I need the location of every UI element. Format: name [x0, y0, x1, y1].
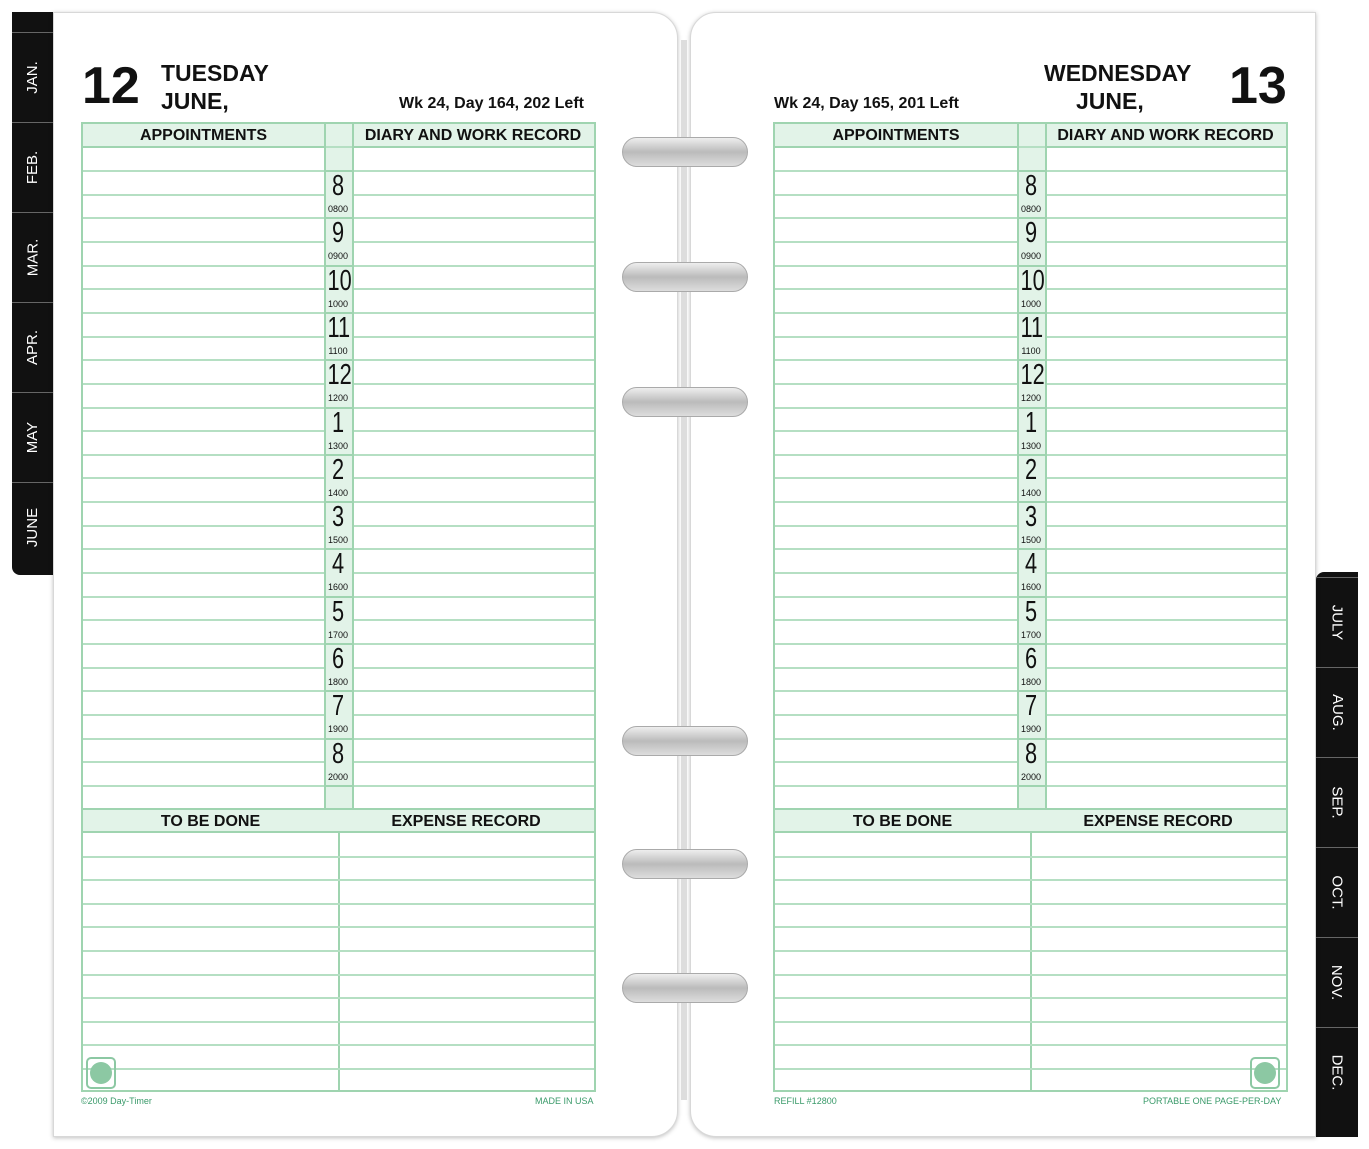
tab-apr[interactable]: [12, 302, 53, 392]
diary-line: [1047, 312, 1286, 314]
hour-label: 8: [1024, 737, 1038, 770]
day-number: 13: [1229, 57, 1287, 115]
appointment-line: [775, 288, 1017, 290]
week-info: Wk 24, Day 165, 201 Left: [774, 95, 959, 112]
todo-line: [775, 1068, 1286, 1070]
diary-line: [1047, 501, 1286, 503]
diary-line: [354, 336, 594, 338]
month-tabs-left: [12, 12, 53, 575]
appointments-header: APPOINTMENTS: [775, 124, 1017, 148]
tab-label: FEB.: [24, 150, 41, 185]
appointment-line: [83, 170, 324, 172]
todo-line: [775, 1021, 1286, 1023]
military-time: 1400: [327, 487, 349, 498]
appointment-line: [83, 312, 324, 314]
appointment-line: [83, 761, 324, 763]
appointment-line: [775, 596, 1017, 598]
hour-label: 7: [331, 690, 345, 723]
military-time: 1600: [327, 582, 349, 593]
diary-line: [1047, 548, 1286, 550]
diary-line: [1047, 430, 1286, 432]
appointment-line: [775, 761, 1017, 763]
tab-dec[interactable]: [1316, 1027, 1358, 1117]
binder-ring: [622, 137, 748, 167]
diary-line: [1047, 785, 1286, 787]
hour-label: 3: [1024, 501, 1038, 534]
divider: [1045, 124, 1047, 808]
todo-line: [83, 1021, 594, 1023]
diary-line: [1047, 761, 1286, 763]
todo-line: [83, 856, 594, 858]
binder-ring: [622, 849, 748, 879]
todo-line: [83, 926, 594, 928]
divider: [1030, 832, 1032, 1092]
expense-header: EXPENSE RECORD: [1083, 813, 1233, 830]
diary-line: [1047, 359, 1286, 361]
diary-line: [354, 241, 594, 243]
todo-line: [775, 926, 1286, 928]
military-time: 1500: [1020, 535, 1042, 546]
hour-label: 1: [331, 406, 345, 439]
diary-line: [354, 288, 594, 290]
military-time: 1300: [1020, 440, 1042, 451]
appointment-line: [83, 241, 324, 243]
diary-line: [354, 383, 594, 385]
appointment-line: [775, 359, 1017, 361]
month: JUNE,: [161, 88, 229, 114]
diary-line: [354, 738, 594, 740]
appointment-line: [83, 667, 324, 669]
diary-line: [354, 643, 594, 645]
todo-line: [83, 1068, 594, 1070]
hour-label: 2: [331, 453, 345, 486]
tab-label: AUG.: [1328, 694, 1346, 731]
todo-line: [775, 903, 1286, 905]
appointment-line: [775, 477, 1017, 479]
divider: [324, 785, 352, 787]
appointment-line: [775, 312, 1017, 314]
appointment-line: [83, 785, 324, 787]
tab-jan[interactable]: [12, 32, 53, 122]
diary-line: [354, 785, 594, 787]
diary-line: [1047, 619, 1286, 621]
military-time: 1400: [1020, 487, 1042, 498]
todo-line: [775, 856, 1286, 858]
appointment-line: [775, 407, 1017, 409]
refill-number: REFILL #12800: [774, 1096, 837, 1106]
month-tabs-right: [1316, 572, 1358, 1137]
appointment-line: [775, 667, 1017, 669]
diary-line: [354, 170, 594, 172]
clock-icon: [86, 1057, 116, 1089]
diary-line: [354, 714, 594, 716]
hour-label: 8: [331, 170, 345, 202]
tab-label: NOV.: [1328, 964, 1346, 1001]
military-time: 1200: [327, 393, 349, 404]
tab-sep[interactable]: [1316, 757, 1358, 847]
diary-line: [1047, 454, 1286, 456]
tab-label: OCT.: [1328, 875, 1346, 910]
todo-line: [83, 903, 594, 905]
hour-label: 4: [331, 548, 345, 581]
military-time: 1500: [327, 535, 349, 546]
divider: [324, 146, 352, 148]
diary-line: [354, 454, 594, 456]
weekday: WEDNESDAY: [1044, 60, 1192, 86]
appointment-line: [775, 738, 1017, 740]
military-time: 1200: [1020, 393, 1042, 404]
appointment-line: [83, 596, 324, 598]
diary-line: [354, 596, 594, 598]
appointment-line: [83, 288, 324, 290]
appointment-line: [775, 194, 1017, 196]
diary-line: [1047, 336, 1286, 338]
appointment-line: [775, 714, 1017, 716]
hour-label: 10: [327, 264, 352, 297]
appointment-line: [83, 359, 324, 361]
hour-label: 6: [1024, 643, 1038, 675]
appointment-line: [83, 714, 324, 716]
diary-line: [1047, 738, 1286, 740]
appointment-line: [83, 407, 324, 409]
diary-line: [354, 619, 594, 621]
diary-line: [354, 501, 594, 503]
military-time: 1700: [327, 629, 349, 640]
diary-line: [1047, 241, 1286, 243]
appointment-line: [775, 619, 1017, 621]
binder-ring: [622, 973, 748, 1003]
diary-line: [354, 761, 594, 763]
todo-line: [83, 879, 594, 881]
tab-aug[interactable]: [1316, 667, 1358, 757]
diary-line: [354, 430, 594, 432]
appointment-line: [775, 525, 1017, 527]
diary-line: [354, 477, 594, 479]
appointment-line: [775, 548, 1017, 550]
military-time: 0800: [1020, 204, 1042, 214]
diary-header: DIARY AND WORK RECORD: [1045, 124, 1286, 148]
tab-july[interactable]: [1316, 577, 1358, 667]
diary-line: [1047, 525, 1286, 527]
hour-label: 10: [1020, 264, 1045, 297]
appointments-header: APPOINTMENTS: [83, 124, 324, 148]
diary-line: [1047, 170, 1286, 172]
todo-line: [83, 950, 594, 952]
tab-feb[interactable]: [12, 122, 53, 212]
appointment-line: [775, 690, 1017, 692]
hour-label: 8: [331, 737, 345, 770]
diary-line: [354, 194, 594, 196]
tab-label: JAN.: [23, 61, 41, 94]
appointment-line: [775, 454, 1017, 456]
military-time: 2000: [327, 771, 349, 782]
hour-label: 5: [1024, 595, 1038, 628]
divider: [1017, 124, 1019, 808]
hour-label: 9: [1024, 217, 1038, 250]
diary-line: [1047, 667, 1286, 669]
appointment-line: [775, 383, 1017, 385]
hour-label: 4: [1024, 548, 1038, 581]
divider: [1017, 785, 1045, 787]
appointment-line: [775, 241, 1017, 243]
tab-label: APR.: [23, 329, 41, 366]
todo-header: TO BE DONE: [160, 813, 261, 830]
clock-icon: [1250, 1057, 1280, 1089]
diary-line: [1047, 288, 1286, 290]
military-time: 1600: [1020, 582, 1042, 593]
binder-ring: [622, 726, 748, 756]
appointment-line: [775, 643, 1017, 645]
military-time: 1100: [1021, 345, 1041, 356]
tab-label: JULY: [1328, 604, 1346, 641]
tab-oct[interactable]: [1316, 847, 1358, 937]
appointment-line: [775, 430, 1017, 432]
diary-line: [1047, 383, 1286, 385]
military-time: 1800: [1020, 677, 1042, 687]
tab-nov[interactable]: [1316, 937, 1358, 1027]
diary-line: [1047, 714, 1286, 716]
weekday: TUESDAY: [161, 60, 269, 86]
todo-line: [775, 974, 1286, 976]
todo-header: TO BE DONE: [852, 813, 953, 830]
hour-label: 9: [331, 217, 345, 250]
binder-spine: [681, 40, 687, 1100]
week-info: Wk 24, Day 164, 202 Left: [399, 95, 584, 112]
todo-line: [775, 879, 1286, 881]
military-time: 1300: [327, 440, 349, 451]
month: JUNE,: [1076, 88, 1144, 114]
appointment-line: [83, 738, 324, 740]
todo-line: [83, 997, 594, 999]
appointment-line: [83, 525, 324, 527]
product-name: PORTABLE ONE PAGE-PER-DAY: [1143, 1096, 1282, 1106]
day-number: 12: [82, 57, 140, 115]
diary-line: [354, 667, 594, 669]
diary-line: [1047, 194, 1286, 196]
todo-line: [775, 950, 1286, 952]
diary-line: [354, 265, 594, 267]
diary-line: [354, 525, 594, 527]
todo-line: [83, 1044, 594, 1046]
diary-line: [1047, 217, 1286, 219]
hour-label: 11: [1020, 311, 1044, 344]
hour-label: 7: [1024, 690, 1038, 723]
expense-header: EXPENSE RECORD: [391, 813, 541, 830]
military-time: 0900: [1020, 251, 1042, 262]
tab-label: JUNE: [23, 507, 41, 548]
appointment-line: [83, 501, 324, 503]
diary-line: [1047, 643, 1286, 645]
appointment-line: [775, 265, 1017, 267]
todo-line: [83, 974, 594, 976]
divider: [352, 124, 354, 808]
military-time: 1000: [327, 298, 349, 309]
diary-line: [354, 548, 594, 550]
appointment-line: [775, 170, 1017, 172]
diary-line: [1047, 596, 1286, 598]
hour-label: 1: [1024, 406, 1038, 439]
diary-line: [354, 359, 594, 361]
divider: [1017, 146, 1045, 148]
hour-label: 5: [331, 595, 345, 628]
tab-june[interactable]: [12, 482, 53, 572]
appointment-line: [83, 619, 324, 621]
hour-label: 12: [1020, 359, 1045, 392]
appointment-line: [83, 477, 324, 479]
appointment-line: [775, 785, 1017, 787]
military-time: 1900: [327, 724, 349, 735]
appointment-line: [775, 572, 1017, 574]
binder-ring: [622, 262, 748, 292]
hour-label: 8: [1024, 170, 1038, 202]
diary-line: [1047, 572, 1286, 574]
copyright: ©2009 Day-Timer: [81, 1096, 152, 1106]
appointment-line: [775, 217, 1017, 219]
diary-line: [1047, 407, 1286, 409]
tab-label: MAY: [24, 421, 41, 454]
military-time: 1700: [1020, 629, 1042, 640]
appointment-line: [83, 194, 324, 196]
todo-line: [775, 997, 1286, 999]
made-in: MADE IN USA: [535, 1096, 594, 1106]
todo-line: [775, 1044, 1286, 1046]
military-time: 0800: [327, 204, 349, 214]
diary-line: [354, 572, 594, 574]
divider: [338, 832, 340, 1092]
diary-line: [1047, 690, 1286, 692]
tab-may[interactable]: [12, 392, 53, 482]
hour-label: 3: [331, 501, 345, 534]
appointment-line: [83, 690, 324, 692]
diary-line: [354, 217, 594, 219]
military-time: 2000: [1020, 771, 1042, 782]
diary-header: DIARY AND WORK RECORD: [352, 124, 594, 148]
hour-label: 12: [327, 359, 352, 392]
diary-line: [354, 312, 594, 314]
divider: [324, 124, 326, 808]
appointment-line: [83, 572, 324, 574]
diary-line: [354, 690, 594, 692]
diary-line: [1047, 265, 1286, 267]
tab-mar[interactable]: [12, 212, 53, 302]
appointment-line: [83, 643, 324, 645]
appointment-line: [775, 336, 1017, 338]
appointment-line: [775, 501, 1017, 503]
military-time: 1900: [1020, 724, 1042, 735]
hour-label: 2: [1024, 453, 1038, 486]
appointment-line: [83, 383, 324, 385]
hour-label: 11: [327, 311, 351, 344]
tab-label: DEC.: [1328, 1054, 1346, 1091]
appointment-line: [83, 430, 324, 432]
military-time: 1100: [328, 345, 348, 356]
appointment-line: [83, 548, 324, 550]
binder-ring: [622, 387, 748, 417]
military-time: 0900: [327, 251, 349, 262]
military-time: 1800: [327, 677, 349, 687]
tab-label: MAR.: [24, 238, 41, 277]
hour-label: 6: [331, 643, 345, 675]
diary-line: [354, 407, 594, 409]
appointment-line: [83, 217, 324, 219]
appointment-line: [83, 265, 324, 267]
diary-line: [1047, 477, 1286, 479]
military-time: 1000: [1020, 298, 1042, 309]
appointment-line: [83, 336, 324, 338]
appointment-line: [83, 454, 324, 456]
tab-label: SEP.: [1328, 786, 1346, 819]
